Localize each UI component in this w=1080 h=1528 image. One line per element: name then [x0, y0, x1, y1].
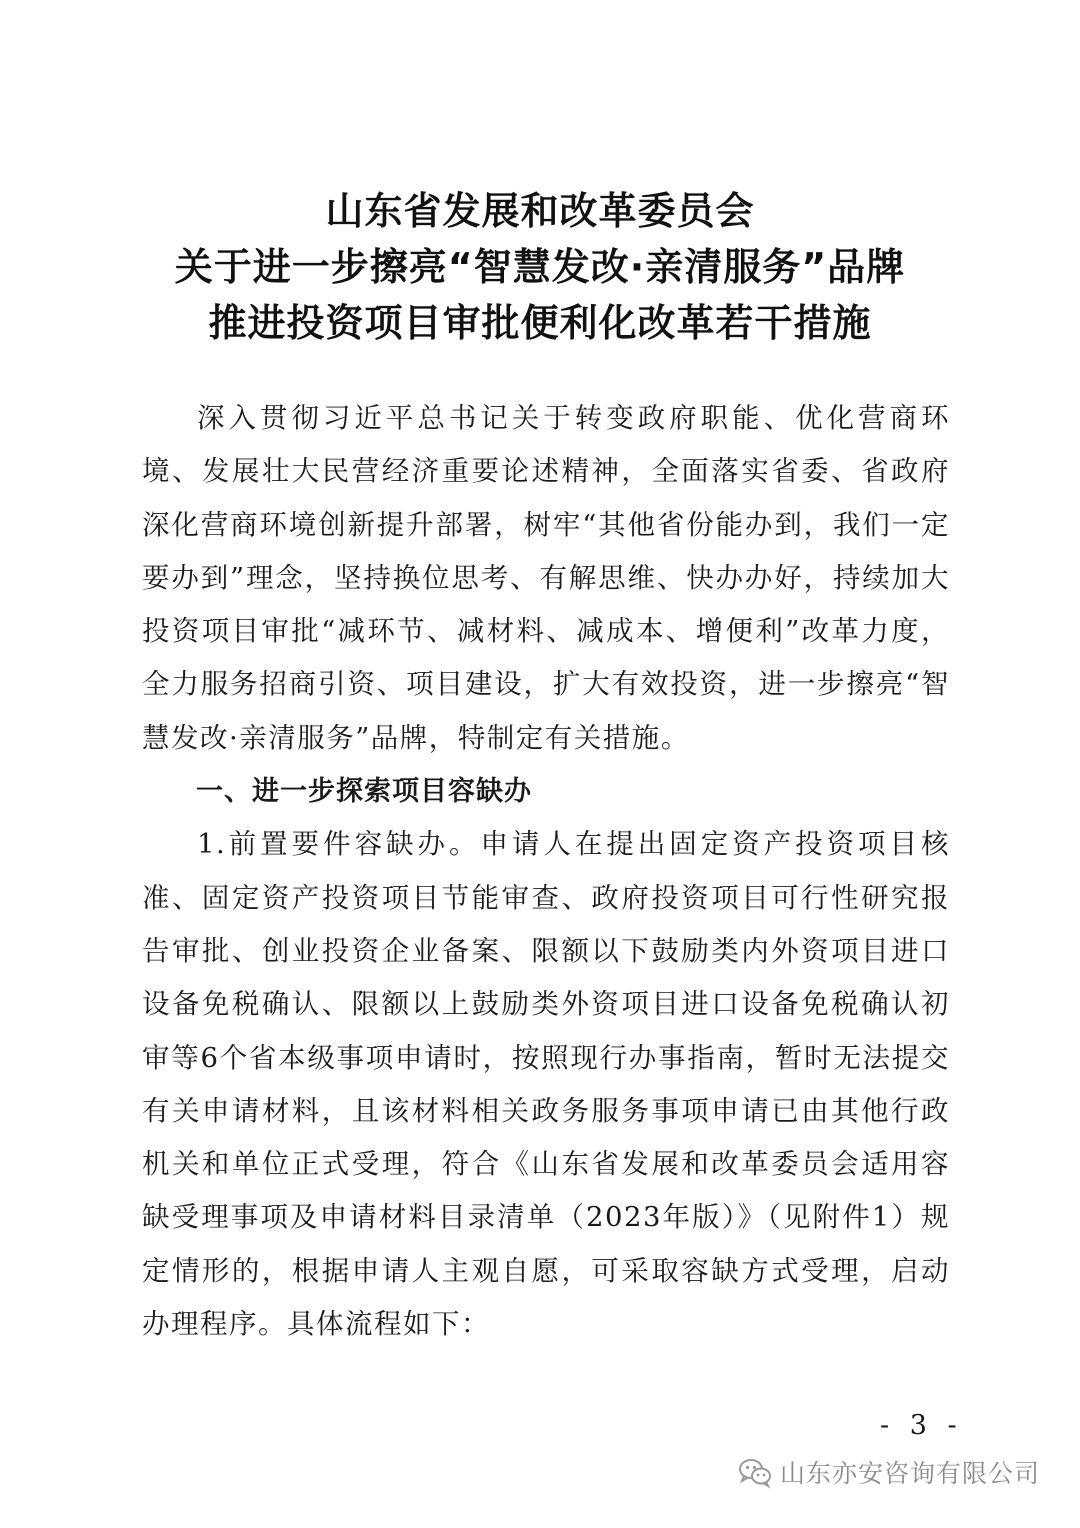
title-line-2: 关于进一步擦亮“智慧发改·亲清服务”品牌	[174, 245, 906, 289]
wechat-icon	[738, 1455, 772, 1489]
page-number: - 3 -	[880, 1410, 963, 1441]
item-paragraph: 1.前置要件容缺办。申请人在提出固定资产投资项目核准、固定资产投资项目节能审查、政府投资项目可行性研究报告审批、创业投资企业备案、限额以下鼓励类内外资项目进口设备免税确认、限额以上鼓励类外资项目进口设备免税确认初审等6个省本级事项申请时，按照现行办事指南，暂时无法提交有关申请材料，且该材料相关政务服务事项申请已由其他行政机关和单位正式受理，符合《山东省发展和改革委员会适用容缺受理事项及申请材料目录清单（2023年版）》（见附件1）规定情形的，根据申请人主观自愿，可采取容缺方式受理，启动办理程序。具体流程如下：	[142, 828, 950, 1341]
title-line-3: 推进投资项目审批便利化改革若干措施	[208, 301, 872, 345]
document-body	[142, 392, 950, 1351]
watermark	[738, 1452, 1040, 1492]
document-title	[0, 183, 1080, 351]
title-line-1: 山东省发展和改革委员会	[325, 189, 755, 233]
section-heading: 一、进一步探索项目容缺办	[196, 776, 532, 808]
intro-paragraph: 深入贯彻习近平总书记关于转变政府职能、优化营商环境、发展壮大民营经济重要论述精神，全面落实省委、省政府深化营商环境创新提升部署，树牢“其他省份能办到，我们一定要办到”理念，坚持换位思考、有解思维、快办办好，持续加大投资项目审批“减环节、减材料、减成本、增便利”改革力度，全力服务招商引资、项目建设，扩大有效投资，进一步擦亮“智慧发改·亲清服务”品牌，特制定有关措施。	[142, 402, 950, 754]
watermark-text: 山东亦安咨询有限公司	[780, 1459, 1041, 1488]
